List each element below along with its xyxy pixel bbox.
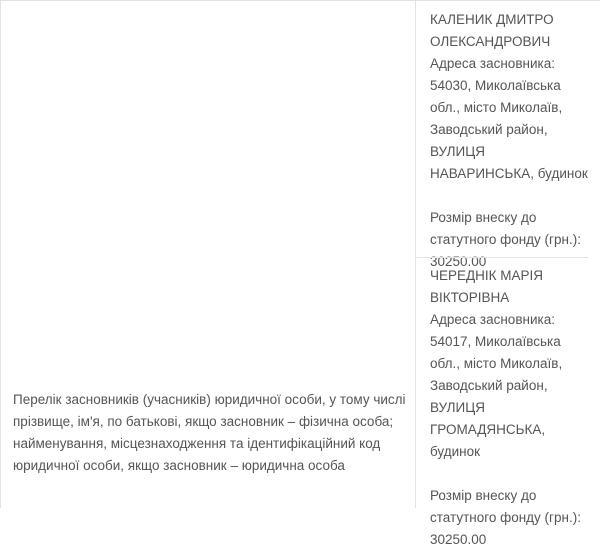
founder-name: КАЛЕНИК ДМИТРО ОЛЕКСАНДРОВИЧ bbox=[430, 12, 554, 49]
founder-entry bbox=[416, 265, 588, 551]
founders-list bbox=[416, 1, 600, 547]
founder-name: ЧЕРЕДНІК МАРІЯ ВІКТОРІВНА bbox=[430, 268, 544, 305]
founder-divider bbox=[416, 257, 588, 258]
founder-entry bbox=[416, 9, 588, 273]
label-cell bbox=[0, 1, 416, 508]
founder-address: Адреса засновника: 54017, Миколаївська обл., місто Миколаїв, Заводський район, ВУЛИЦЯ ГРОМАДЯНСЬКА, будинок bbox=[430, 312, 563, 459]
founder-address: Адреса засновника: 54030, Миколаївська обл., місто Миколаїв, Заводський район, ВУЛИЦЯ НАВАРИНСЬКА, будинок bbox=[430, 56, 588, 181]
founder-contribution: Розмір внеску до статутного фонду (грн.): 30250.00 bbox=[430, 488, 581, 547]
founders-label: Перелік засновників (учасників) юридичної особи, у тому числі прізвище, ім'я, по батькові, якщо засновник – фізична особа; найменування, місцезнаходження та ідентифікаційний код юридичної особи, якщо засновник – юридична особа bbox=[13, 392, 406, 473]
founder-contribution: Розмір внеску до статутного фонду (грн.): 30250.00 bbox=[430, 210, 581, 269]
